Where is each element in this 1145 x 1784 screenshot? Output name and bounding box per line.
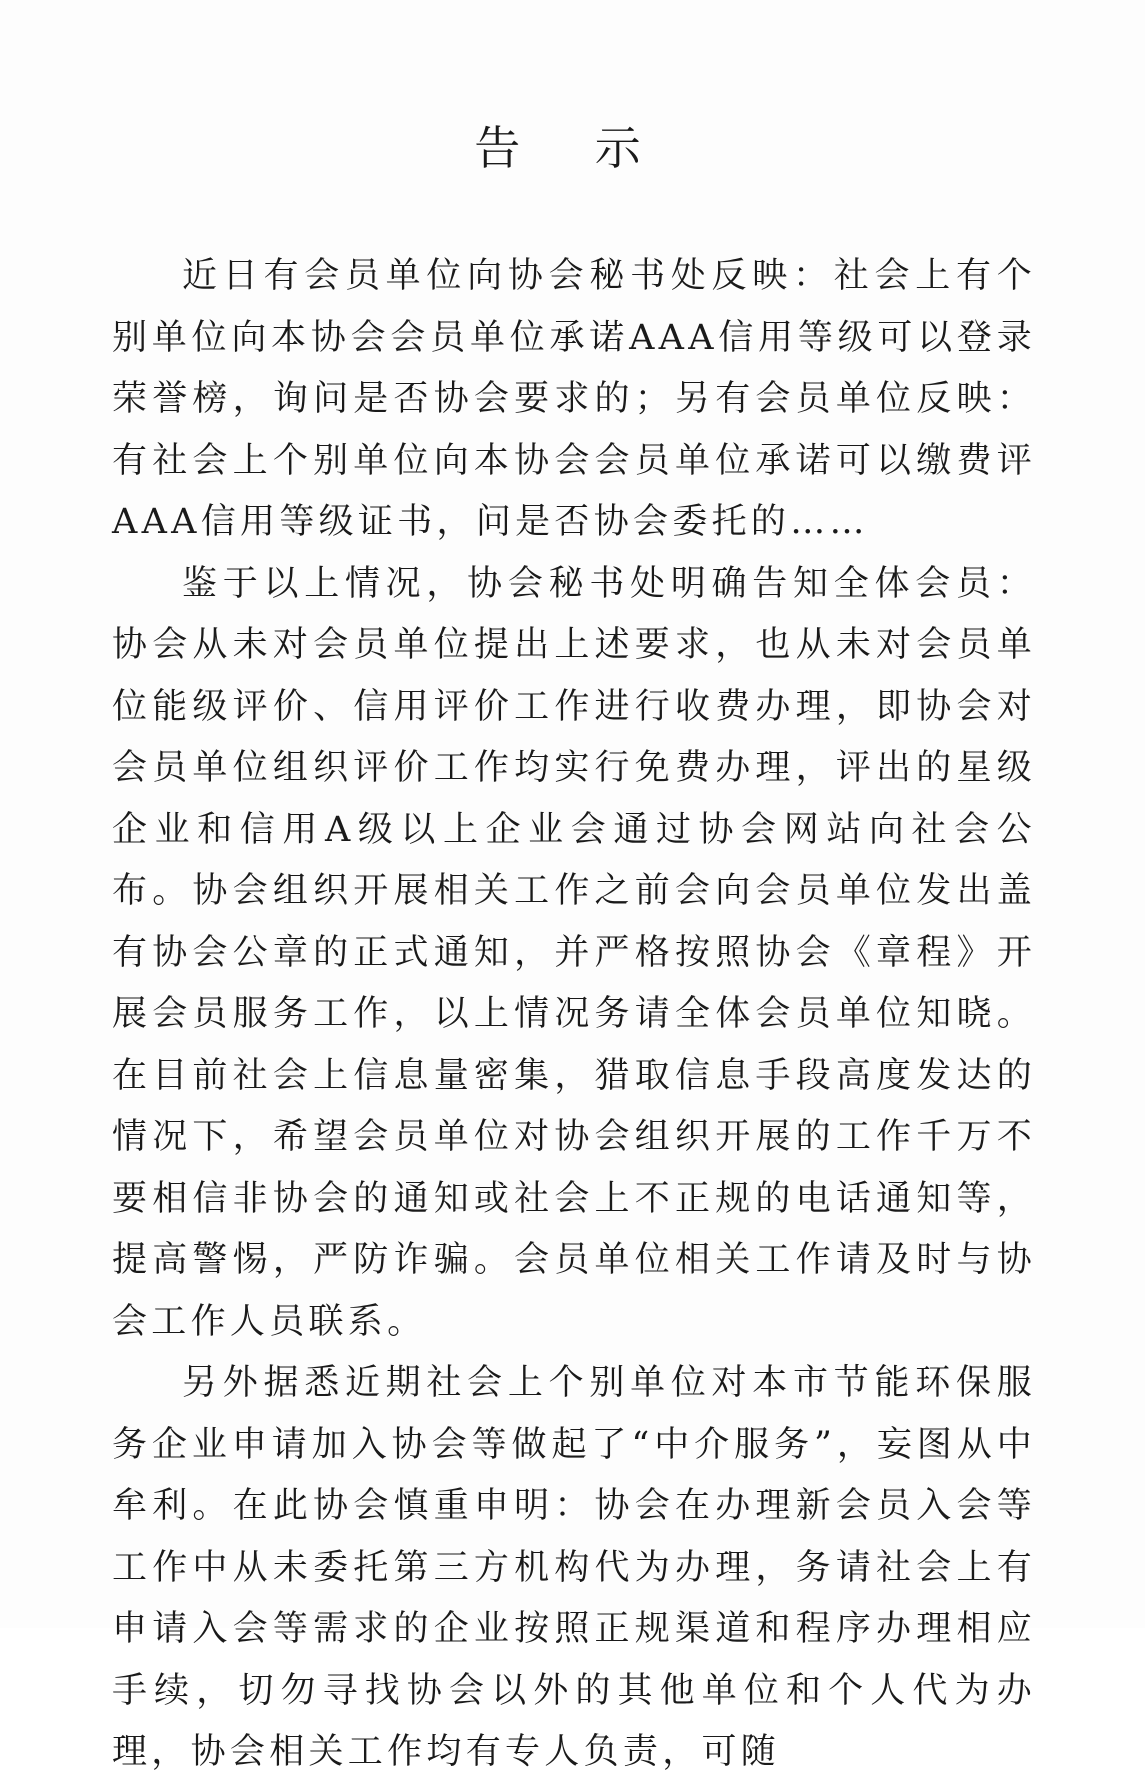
document-body (112, 246, 1036, 1784)
paragraph-1: 近日有会员单位向协会秘书处反映：社会上有个别单位向本协会会员单位承诺AAA信用等级可以登录荣誉榜，询问是否协会要求的；另有会员单位反映：有社会上个别单位向本协会会员单位承诺可以缴费评AAA信用等级证书，问是否协会委托的…… (112, 256, 1036, 542)
document-title: 告 示 (474, 121, 671, 175)
paragraph-2: 鉴于以上情况，协会秘书处明确告知全体会员：协会从未对会员单位提出上述要求，也从未对会员单位能级评价、信用评价工作进行收费办理，即协会对会员单位组织评价工作均实行免费办理，评出的星级企业和信用A级以上企业会通过协会网站向社会公布。协会组织开展相关工作之前会向会员单位发出盖有协会公章的正式通知，并严格按照协会《章程》开展会员服务工作，以上情况务请全体会员单位知晓。在目前社会上信息量密集，猎取信息手段高度发达的情况下，希望会员单位对协会组织开展的工作千万不要相信非协会的通知或社会上不正规的电话通知等，提高警惕，严防诈骗。会员单位相关工作请及时与协会工作人员联系。 (112, 563, 1036, 1342)
paragraph-3: 另外据悉近期社会上个别单位对本市节能环保服务企业申请加入协会等做起了“中介服务”，妄图从中牟利。在此协会慎重申明：协会在办理新会员入会等工作中从未委托第三方机构代为办理，务请社会上有申请入会等需求的企业按照正规渠道和程序办理相应手续，切勿寻找协会以外的其他单位和个人代为办理，协会相关工作均有专人负责，可随 (112, 1363, 1036, 1772)
